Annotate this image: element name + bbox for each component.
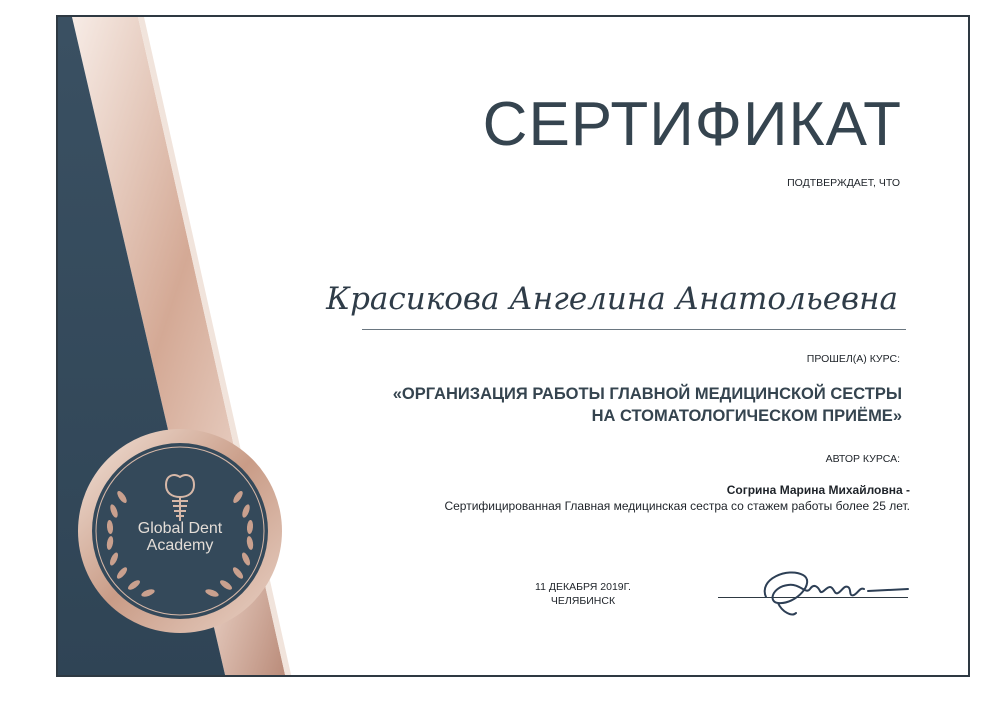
recipient-name: Красикова Ангелина Анатольевна	[326, 281, 898, 317]
handwritten-signature	[748, 557, 918, 627]
certificate-title: СЕРТИФИКАТ	[482, 90, 902, 159]
name-underline	[362, 329, 906, 330]
issue-date: 11 ДЕКАБРЯ 2019Г.	[535, 581, 631, 593]
seal-label	[76, 520, 284, 554]
author-name: Согрина Марина Михайловна -	[726, 483, 910, 497]
course-title-line-2: НА СТОМАТОЛОГИЧЕСКОМ ПРИЁМЕ»	[591, 407, 902, 425]
author-description: Сертифицированная Главная медицинская сестра со стажем работы более 25 лет.	[444, 499, 910, 513]
course-title	[393, 383, 902, 427]
certificate-frame	[56, 15, 970, 677]
issue-city: ЧЕЛЯБИНСК	[550, 595, 616, 607]
author-label: АВТОР КУРСА:	[825, 453, 900, 465]
confirms-label: ПОДТВЕРЖДАЕТ, ЧТО	[787, 177, 900, 189]
course-passed-label: ПРОШЕЛ(А) КУРС:	[806, 353, 900, 365]
seal-line-2: Academy	[146, 537, 214, 554]
course-title-line-1: «ОРГАНИЗАЦИЯ РАБОТЫ ГЛАВНОЙ МЕДИЦИНСКОЙ СЕСТРЫ	[392, 385, 902, 403]
date-place	[513, 580, 653, 608]
seal-line-1: Global Dent	[137, 520, 223, 537]
